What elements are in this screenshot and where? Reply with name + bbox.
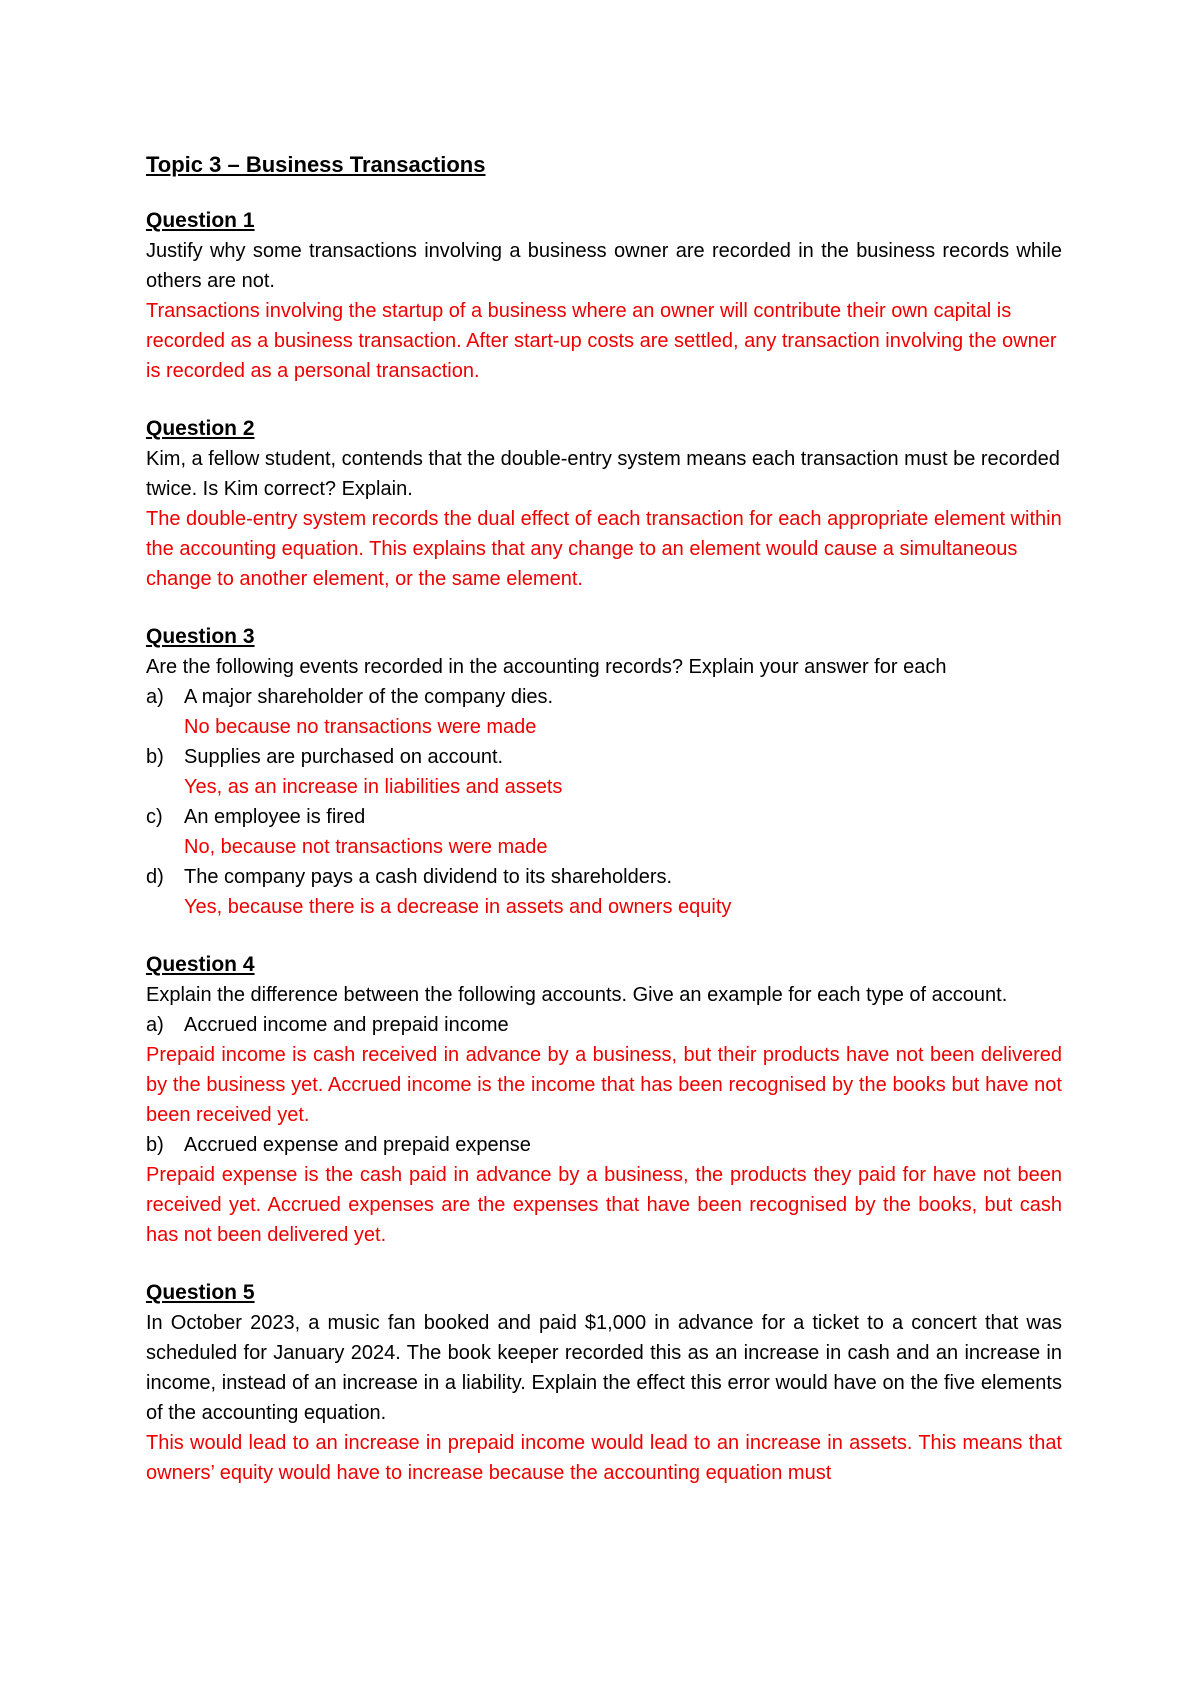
list-answer: No, because not transactions were made — [184, 836, 548, 858]
question-5-text: In October 2023, a music fan booked and paid $1,000 in advance for a ticket to a concert that was scheduled for January 2024. The book keeper recorded this as an increase in cash and an increase in income, instead of an increase in a liability. Explain the effect this error would have on the five elements of the accounting equation. — [146, 1312, 1062, 1424]
list-text: Accrued income and prepaid income — [184, 1014, 509, 1036]
list-item — [146, 802, 1062, 832]
list-text: A major shareholder of the company dies. — [184, 686, 554, 708]
list-text: The company pays a cash dividend to its shareholders. — [184, 866, 673, 888]
list-item — [146, 742, 1062, 772]
question-2-text: Kim, a fellow student, contends that the double-entry system means each transaction must be recorded twice. Is Kim correct? Explain. — [146, 448, 1060, 500]
list-answer: Prepaid income is cash received in advance by a business, but their products have not been delivered by the business yet. Accrued income is the income that has been recognised by the books but have not been received yet. — [146, 1044, 1062, 1126]
list-text: Accrued expense and prepaid expense — [184, 1134, 531, 1156]
question-1-heading: Question 1 — [146, 209, 255, 232]
question-5-heading: Question 5 — [146, 1281, 255, 1304]
question-3-text: Are the following events recorded in the accounting records? Explain your answer for each — [146, 656, 947, 678]
list-text: An employee is fired — [184, 806, 366, 828]
list-label: b) — [146, 746, 164, 768]
list-label: d) — [146, 866, 164, 888]
question-4-heading: Question 4 — [146, 953, 255, 976]
question-1-text: Justify why some transactions involving a business owner are recorded in the business records while others are not. — [146, 240, 1062, 292]
list-item — [146, 1130, 1062, 1160]
list-label: c) — [146, 806, 163, 828]
list-item — [146, 862, 1062, 892]
question-3-heading: Question 3 — [146, 625, 255, 648]
question-2-answer: The double-entry system records the dual effect of each transaction for each appropriate element within the accounting equation. This explains that any change to an element would cause a simultaneous change to another element, or the same element. — [146, 508, 1062, 590]
list-answer: Prepaid expense is the cash paid in advance by a business, the products they paid for have not been received yet. Accrued expenses are the expenses that have been recognised by the books, but cash has not been delivered yet. — [146, 1164, 1062, 1246]
list-item — [146, 682, 1062, 712]
list-label: a) — [146, 686, 164, 708]
question-4-text: Explain the difference between the following accounts. Give an example for each type of account. — [146, 984, 1008, 1006]
question-5-answer: This would lead to an increase in prepaid income would lead to an increase in assets. This means that owners’ equity would have to increase because the accounting equation must — [146, 1432, 1062, 1484]
list-label: b) — [146, 1134, 164, 1156]
list-answer: Yes, because there is a decrease in assets and owners equity — [184, 896, 732, 918]
question-2-heading: Question 2 — [146, 417, 255, 440]
list-text: Supplies are purchased on account. — [184, 746, 504, 768]
document-title: Topic 3 – Business Transactions — [146, 152, 486, 177]
list-label: a) — [146, 1014, 164, 1036]
list-answer: Yes, as an increase in liabilities and assets — [184, 776, 563, 798]
list-item — [146, 1010, 1062, 1040]
question-1-answer: Transactions involving the startup of a business where an owner will contribute their own capital is recorded as a business transaction. After start-up costs are settled, any transaction involving the owner is recorded as a personal transaction. — [146, 300, 1057, 382]
list-answer: No because no transactions were made — [184, 716, 537, 738]
